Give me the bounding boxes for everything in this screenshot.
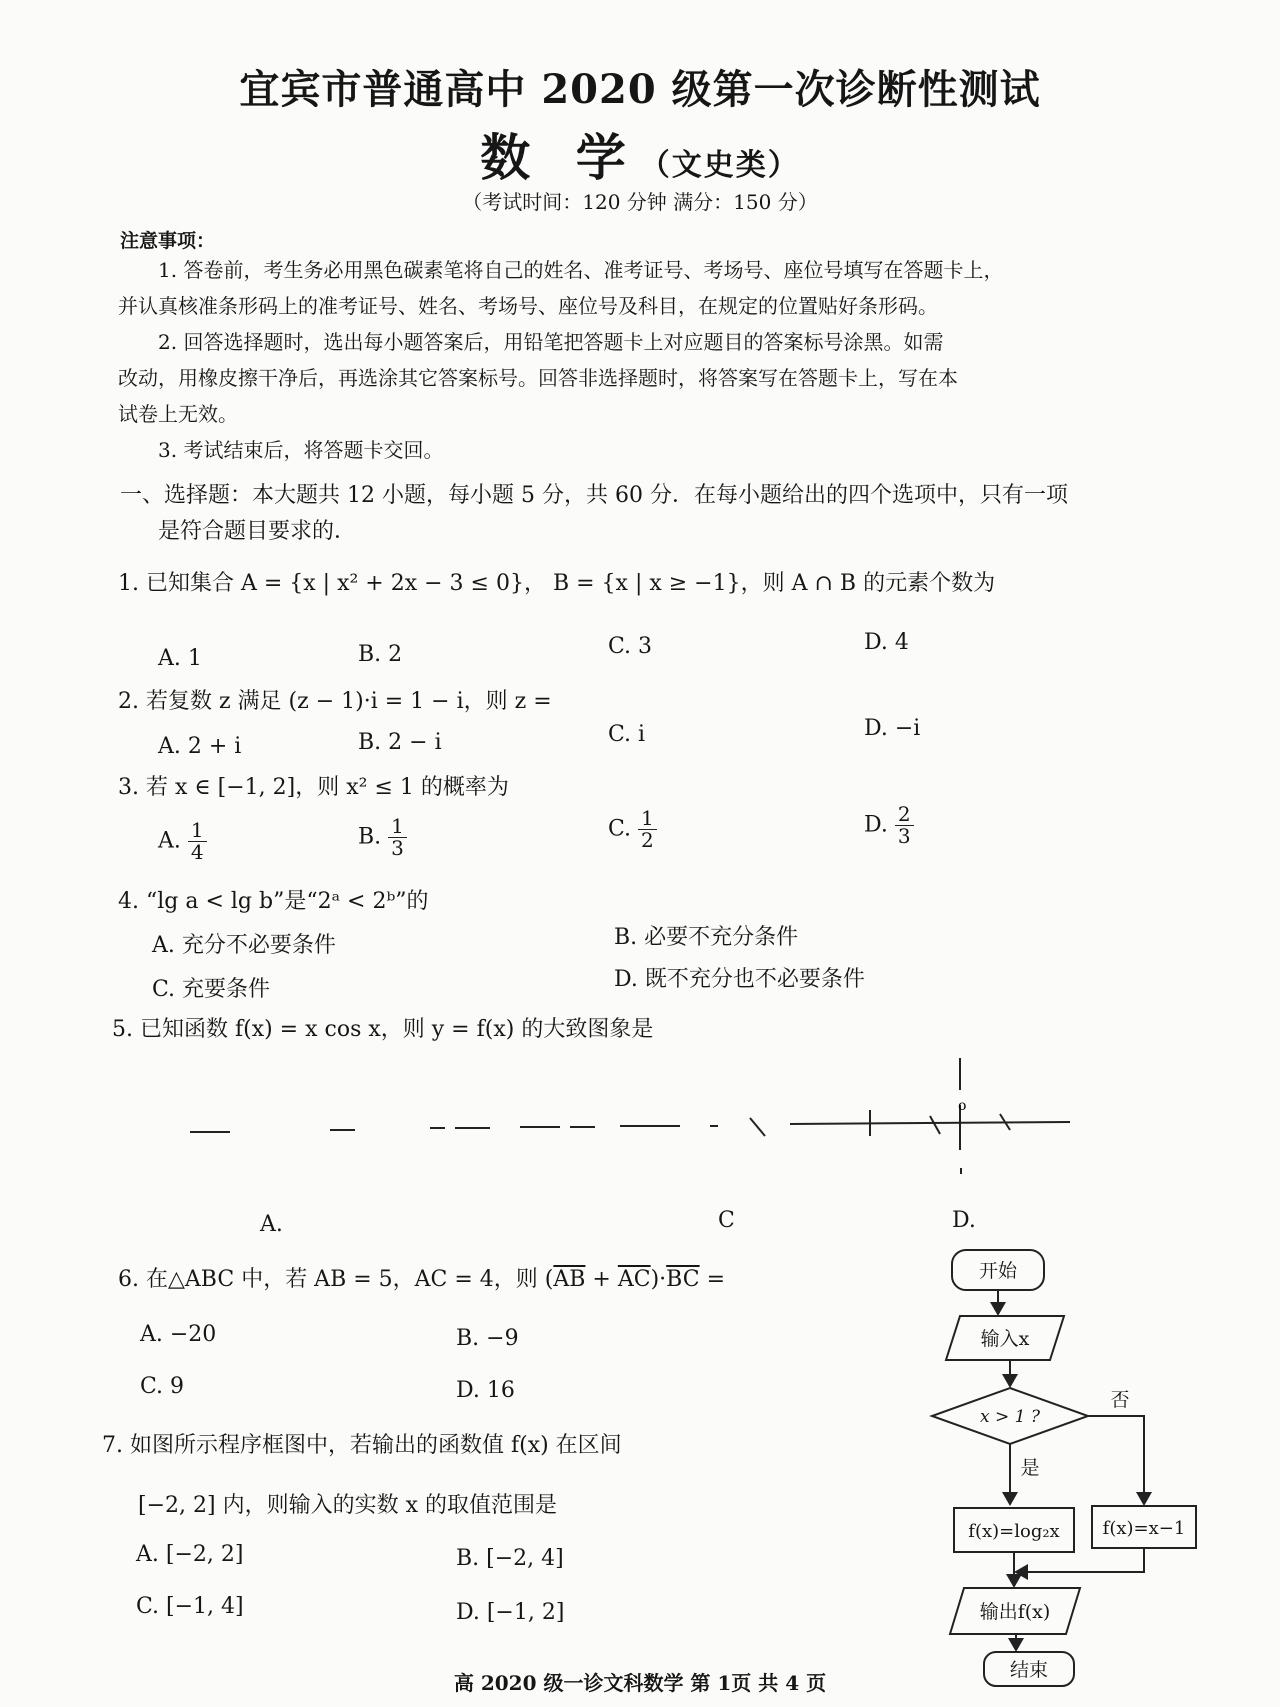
q7-option-b: B. [−2, 4] (456, 1546, 564, 1571)
q5-graph-label-d: D. (952, 1208, 976, 1233)
q1-option-d: D. 4 (864, 630, 909, 655)
notice-line: 并认真核准条形码上的准考证号、姓名、考场号、座位号及科目，在规定的位置贴好条形码。 (118, 294, 938, 318)
question-2: 2. 若复数 z 满足 (z − 1)·i = 1 − i，则 z = (118, 689, 552, 714)
flow-arrow-no (1088, 1416, 1144, 1504)
q4-option-b: B. 必要不充分条件 (614, 925, 799, 950)
q6-option-b: B. −9 (456, 1326, 519, 1351)
flow-yes-label: 是 (1020, 1457, 1040, 1479)
q1-option-c: C. 3 (608, 634, 653, 659)
q2-option-c: C. i (608, 722, 646, 747)
q3-option-a (158, 820, 207, 863)
q3-option-c (608, 808, 657, 851)
flow-input-label: 输入x (980, 1328, 1030, 1350)
q6-option-a: A. −20 (140, 1322, 217, 1347)
flow-start-label: 开始 (978, 1260, 1018, 1282)
q7-option-d: D. [−1, 2] (456, 1600, 565, 1625)
notice-line: 3. 考试结束后，将答题卡交回。 (158, 438, 444, 462)
question-6 (118, 1262, 725, 1293)
vector-ac: $\overline{AC}$ (617, 1267, 651, 1292)
section-heading: 一、选择题：本大题共 12 小题，每小题 5 分，共 60 分．在每小题给出的四个选项中，只有一项 (120, 483, 1068, 508)
notice-line: 改动，用橡皮擦干净后，再选涂其它答案标号。回答非选择题时，将答案写在答题卡上，写在本 (118, 366, 958, 390)
graph-axes (190, 1058, 1070, 1174)
option-letter: B. (358, 824, 382, 850)
fraction: $\frac{1}{3}$ (388, 816, 407, 859)
question-3: 3. 若 x ∈ [−1, 2]，则 x² ≤ 1 的概率为 (118, 775, 509, 800)
question-4: 4. “lg a < lg b”是“2ᵃ < 2ᵇ”的 (118, 889, 429, 914)
vector-ab: $\overline{AB}$ (553, 1267, 586, 1292)
q1-option-a: A. 1 (158, 646, 202, 671)
question-7: 7. 如图所示程序框图中，若输出的函数值 f(x) 在区间 (102, 1433, 622, 1458)
flow-right-label: f(x)=x−1 (1102, 1518, 1186, 1539)
q7-option-c: C. [−1, 4] (136, 1594, 244, 1619)
origin-label: o (958, 1098, 967, 1114)
q4-option-a: A. 充分不必要条件 (152, 933, 336, 958)
q5-graph-label-c: C (718, 1208, 735, 1233)
section-heading-cont: 是符合题目要求的． (158, 519, 357, 544)
q2-option-b: B. 2 − i (358, 730, 442, 755)
q5-graph-label-a: A. (260, 1212, 283, 1237)
q3-option-d (864, 804, 914, 847)
notice-line: 2. 回答选择题时，选出每小题答案后，用铅笔把答题卡上对应题目的答案标号涂黑。如需 (158, 330, 944, 354)
option-letter: A. (158, 828, 181, 854)
flow-left-label: f(x)=log₂x (968, 1521, 1060, 1542)
q4-option-c: C. 充要条件 (152, 977, 271, 1002)
question-7-cont: [−2, 2] 内，则输入的实数 x 的取值范围是 (138, 1493, 557, 1518)
option-letter: C. (608, 816, 632, 842)
notice-line: 1. 答卷前，考生务必用黑色碳素笔将自己的姓名、准考证号、考场号、座位号填写在答题卡上， (158, 258, 1004, 282)
q2-option-a: A. 2 + i (158, 734, 242, 759)
option-letter: D. (864, 812, 888, 838)
q4-option-d: D. 既不充分也不必要条件 (614, 967, 865, 992)
flowchart (900, 1240, 1220, 1690)
q7-option-a: A. [−2, 2] (136, 1542, 244, 1567)
fraction: $\frac{2}{3}$ (895, 804, 914, 847)
exam-title: 宜宾市普通高中 2020 级第一次诊断性测试 (239, 66, 1041, 113)
subject-type: （文史类） (639, 148, 800, 183)
q6-mid: )· (650, 1267, 667, 1292)
flow-no-label: 否 (1110, 1389, 1130, 1411)
flow-end-label: 结束 (1009, 1659, 1049, 1681)
question-1: 1. 已知集合 A = {x | x² + 2x − 3 ≤ 0}， B = {x | x ≥ −1}，则 A ∩ B 的元素个数为 (118, 571, 996, 596)
q2-option-d: D. −i (864, 716, 921, 741)
subject-name: 数 学 (480, 128, 640, 187)
q6-plus: + (585, 1267, 618, 1292)
q1-option-b: B. 2 (358, 642, 403, 667)
flow-output-label: 输出f(x) (979, 1601, 1051, 1623)
flow-condition-label: x > 1 ? (980, 1407, 1040, 1427)
vector-bc: $\overline{BC}$ (666, 1267, 700, 1292)
q3-option-b (358, 816, 407, 859)
q6-option-c: C. 9 (140, 1374, 185, 1399)
notice-heading: 注意事项： (120, 230, 216, 252)
subject-title (0, 118, 1280, 190)
q6-stem-prefix: 6. 在△ABC 中，若 AB = 5，AC = 4，则 ( (118, 1267, 554, 1292)
question-5: 5. 已知函数 f(x) = x cos x，则 y = f(x) 的大致图象是 (112, 1017, 654, 1042)
exam-info: （考试时间：120 分钟 满分：150 分） (462, 190, 818, 214)
notice-line: 试卷上无效。 (118, 402, 238, 426)
page-footer: 高 2020 级一诊文科数学 第 1页 共 4 页 (453, 1671, 827, 1695)
q6-suffix: = (699, 1267, 726, 1292)
q6-option-d: D. 16 (456, 1378, 515, 1403)
q5-graph-strip (170, 1050, 1090, 1180)
fraction: $\frac{1}{2}$ (638, 808, 657, 851)
fraction: $\frac{1}{4}$ (188, 820, 207, 863)
